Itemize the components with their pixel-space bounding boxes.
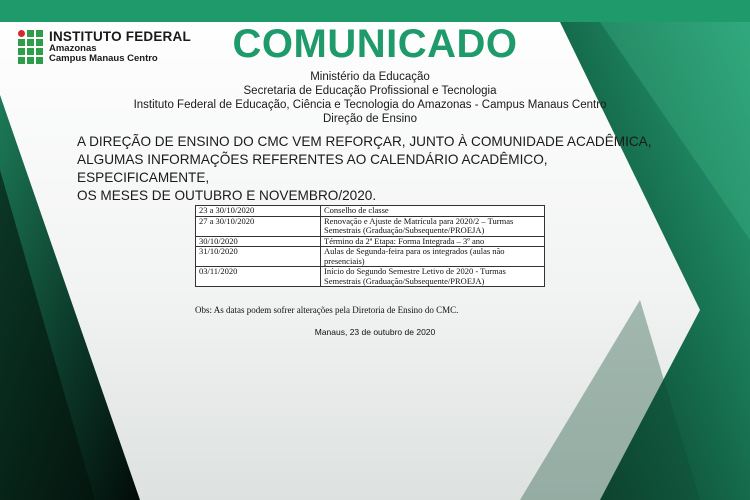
secretariat-line: Secretaria de Educação Profissional e Tecnologia [243, 85, 497, 97]
logo-grid-icon [18, 30, 43, 64]
table-row [196, 247, 545, 267]
institute-logo [18, 30, 191, 64]
ministry-header [120, 70, 620, 126]
date-cell: 03/11/2020 [196, 267, 321, 287]
date-cell: 23 a 30/10/2020 [196, 206, 321, 217]
date-cell: 27 a 30/10/2020 [196, 216, 321, 236]
directorate-line: Direção de Ensino [323, 113, 417, 125]
table-row [196, 206, 545, 217]
event-cell: Término da 2ª Etapa: Forma Integrada – 3º ano [321, 236, 545, 247]
logo-title: INSTITUTO FEDERAL [49, 29, 191, 44]
institute-line: Instituto Federal de Educação, Ciência e Tecnologia do Amazonas - Campus Manaus Centro [133, 99, 607, 111]
table-row [196, 216, 545, 236]
event-cell: Aulas de Segunda-feira para os integrados (aulas não presenciais) [321, 247, 545, 267]
logo-campus: Campus Manaus Centro [49, 53, 158, 65]
place-and-date: Manaus, 23 de outubro de 2020 [314, 327, 436, 337]
ministry-line: Ministério da Educação [310, 71, 430, 83]
disclaimer-note: Obs: As datas podem sofrer alterações pela Diretoria de Ensino do CMC. [195, 305, 459, 315]
schedule-table [195, 205, 545, 287]
table-row [196, 267, 545, 287]
event-cell: Início do Segundo Semestre Letivo de 2020 - Turmas Semestrais (Graduação/Subsequente/PROEJA) [321, 267, 545, 287]
date-cell: 31/10/2020 [196, 247, 321, 267]
table-row [196, 236, 545, 247]
intro-paragraph: A DIREÇÃO DE ENSINO DO CMC VEM REFORÇAR, JUNTO À COMUNIDADE ACADÊMICA, ALGUMAS INFORMAÇÕES REFERENTES AO CALENDÁRIO ACADÊMICO, ESPECIFICAMENTE, OS MESES DE OUTUBRO E NOVEMBRO/2020. [77, 134, 652, 203]
event-cell: Renovação e Ajuste de Matrícula para 2020/2 – Turmas Semestrais (Graduação/Subsequente/PROEJA) [321, 216, 545, 236]
event-cell: Conselho de classe [321, 206, 545, 217]
page-title: COMUNICADO [232, 22, 518, 66]
top-accent-bar [0, 0, 750, 22]
date-cell: 30/10/2020 [196, 236, 321, 247]
logo-state: Amazonas [49, 43, 97, 55]
